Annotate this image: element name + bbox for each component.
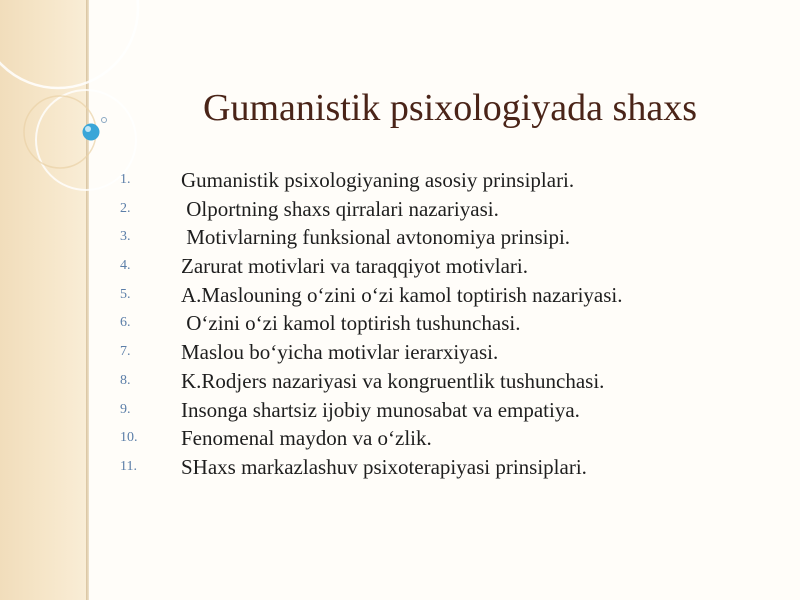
item-text: Maslou boʻyicha motivlar ierarxiyasi. bbox=[181, 340, 499, 365]
item-text: K.Rodjers nazariyasi va kongruentlik tushunchasi. bbox=[181, 368, 605, 393]
item-number: 1. bbox=[120, 172, 131, 187]
blue-orb-icon bbox=[83, 124, 100, 141]
item-text: Gumanistik psixologiyaning asosiy prinsiplari. bbox=[181, 168, 575, 192]
item-number: 8. bbox=[120, 372, 131, 388]
item-text: Fenomenal maydon va oʻzlik. bbox=[181, 426, 432, 451]
item-text: SHaxs markazlashuv psixoterapiyasi prinsiplari. bbox=[181, 454, 587, 479]
item-number: 2. bbox=[120, 200, 131, 216]
item-text: Zarurat motivlari va taraqqiyot motivlari. bbox=[181, 254, 528, 279]
decorative-arcs bbox=[0, 0, 140, 200]
item-number: 5. bbox=[120, 286, 131, 302]
item-number: 9. bbox=[120, 401, 131, 417]
item-text: Oʻzini oʻzi kamol toptirish tushunchasi. bbox=[181, 311, 521, 336]
item-text: Motivlarning funksional avtonomiya prinsipi. bbox=[181, 225, 571, 250]
item-number: 3. bbox=[120, 229, 131, 245]
item-number: 6. bbox=[120, 315, 131, 331]
item-number: 7. bbox=[120, 344, 131, 360]
slide-title: Gumanistik psixologiyada shaxs bbox=[203, 87, 697, 129]
item-text: A.Maslouning oʻzini oʻzi kamol toptirish nazariyasi. bbox=[181, 282, 623, 307]
item-number: 10. bbox=[120, 430, 138, 446]
item-number: 11. bbox=[120, 458, 137, 474]
item-text: Insonga shartsiz ijobiy munosabat va empatiya. bbox=[181, 397, 580, 422]
item-number: 4. bbox=[120, 258, 131, 274]
item-text: Olportning shaxs qirralari nazariyasi. bbox=[181, 196, 499, 221]
small-ring-icon bbox=[102, 118, 107, 123]
